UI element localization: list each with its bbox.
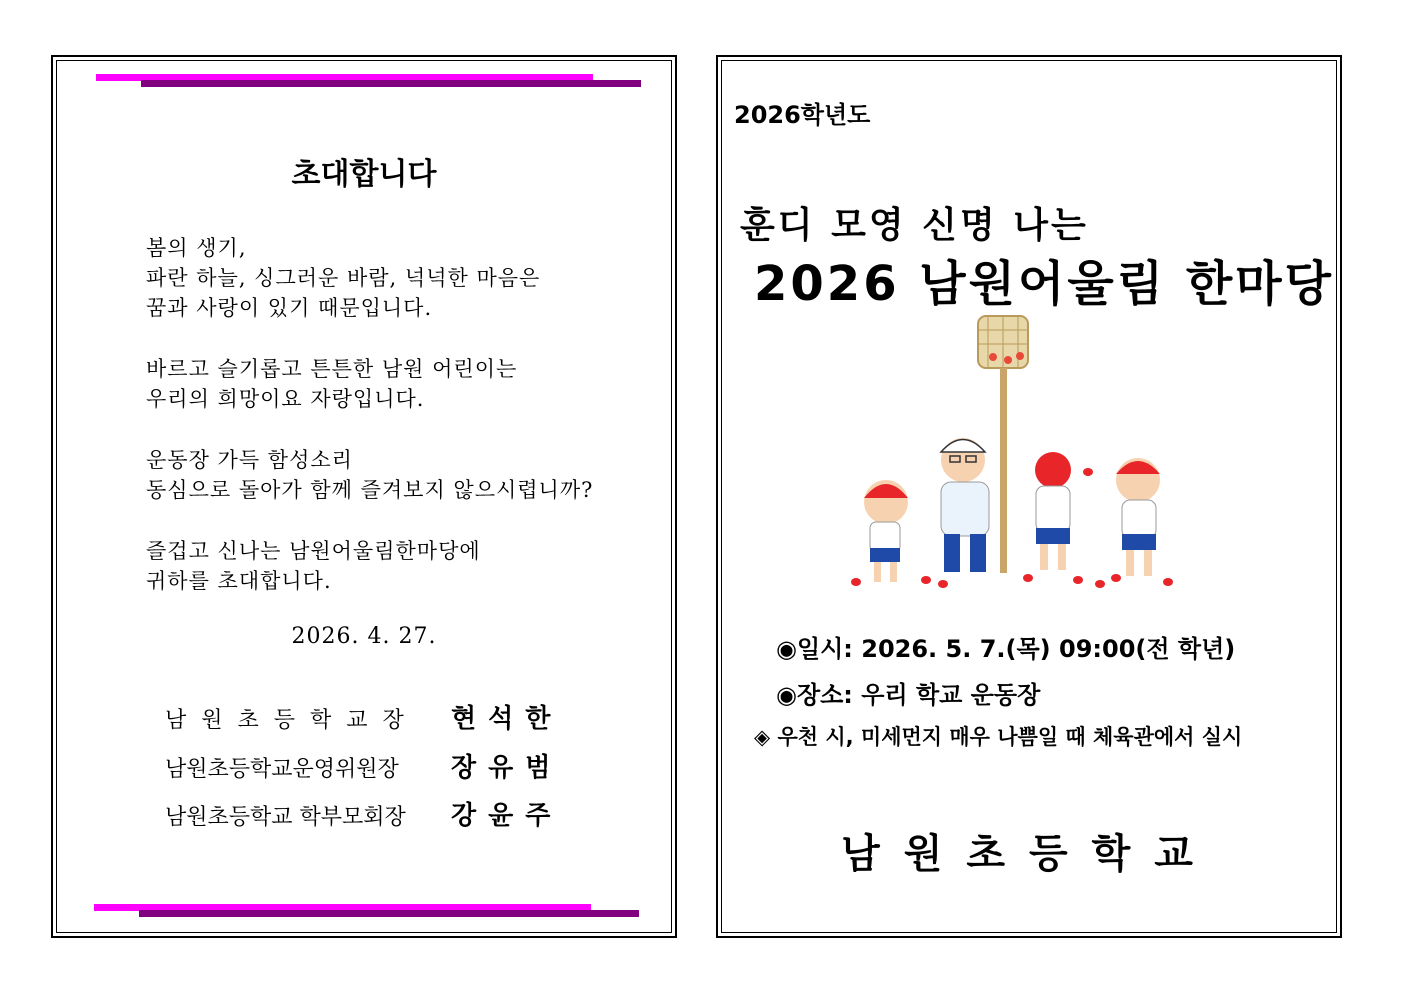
pole [1000, 368, 1007, 573]
bottom-purple-bar [139, 910, 639, 917]
body-line: 파란 하늘, 싱그러운 바람, 넉넉한 마음은 [146, 266, 541, 290]
event-title: 2026 남원어울림 한마당 [754, 256, 1334, 312]
invitation-panel [51, 55, 677, 938]
ball-toss-illustration [838, 302, 1218, 602]
event-place-line: ◉장소: 우리 학교 운동장 [776, 681, 1041, 709]
invitation-title: 초대합니다 [291, 157, 437, 192]
child-figure-icon [1035, 452, 1071, 570]
school-name: 남원초등학교 [841, 831, 1217, 877]
child-figure-icon [1116, 458, 1160, 576]
event-note-line: ◈ 우천 시, 미세먼지 매우 나쁨일 때 체육관에서 실시 [754, 725, 1243, 749]
child-figure-icon [864, 480, 908, 582]
signature-name: 현석한 [451, 704, 563, 734]
signature-role: 남 원 초 등 학 교 장 [165, 708, 408, 733]
basket-icon [978, 316, 1028, 368]
body-line: 동심으로 돌아가 함께 즐겨보지 않으시렵니까? [146, 478, 594, 502]
signature-name: 장유범 [451, 753, 563, 783]
signature-role: 남원초등학교운영위원장 [165, 757, 399, 782]
body-line: 꿈과 사랑이 있기 때문입니다. [146, 296, 433, 320]
event-date-line: ◉일시: 2026. 5. 7.(목) 09:00(전 학년) [776, 635, 1236, 663]
body-line: 즐겁고 신나는 남원어울림한마당에 [146, 539, 481, 563]
signature-name: 강윤주 [451, 801, 563, 831]
cover-panel [716, 55, 1342, 938]
event-subtitle: 훈디 모영 신명 나는 [740, 204, 1089, 246]
body-line: 우리의 희망이요 자랑입니다. [146, 387, 425, 411]
body-line: 바르고 슬기롭고 튼튼한 남원 어린이는 [146, 357, 518, 381]
top-purple-bar [141, 80, 641, 87]
signature-role: 남원초등학교 학부모회장 [165, 805, 406, 830]
body-line: 운동장 가득 함성소리 [146, 448, 353, 472]
year-label: 2026학년도 [734, 101, 871, 129]
invitation-date: 2026. 4. 27. [291, 624, 437, 649]
body-line: 귀하를 초대합니다. [146, 569, 332, 593]
body-line: 봄의 생기, [146, 236, 247, 260]
adult-figure-icon [941, 438, 989, 572]
